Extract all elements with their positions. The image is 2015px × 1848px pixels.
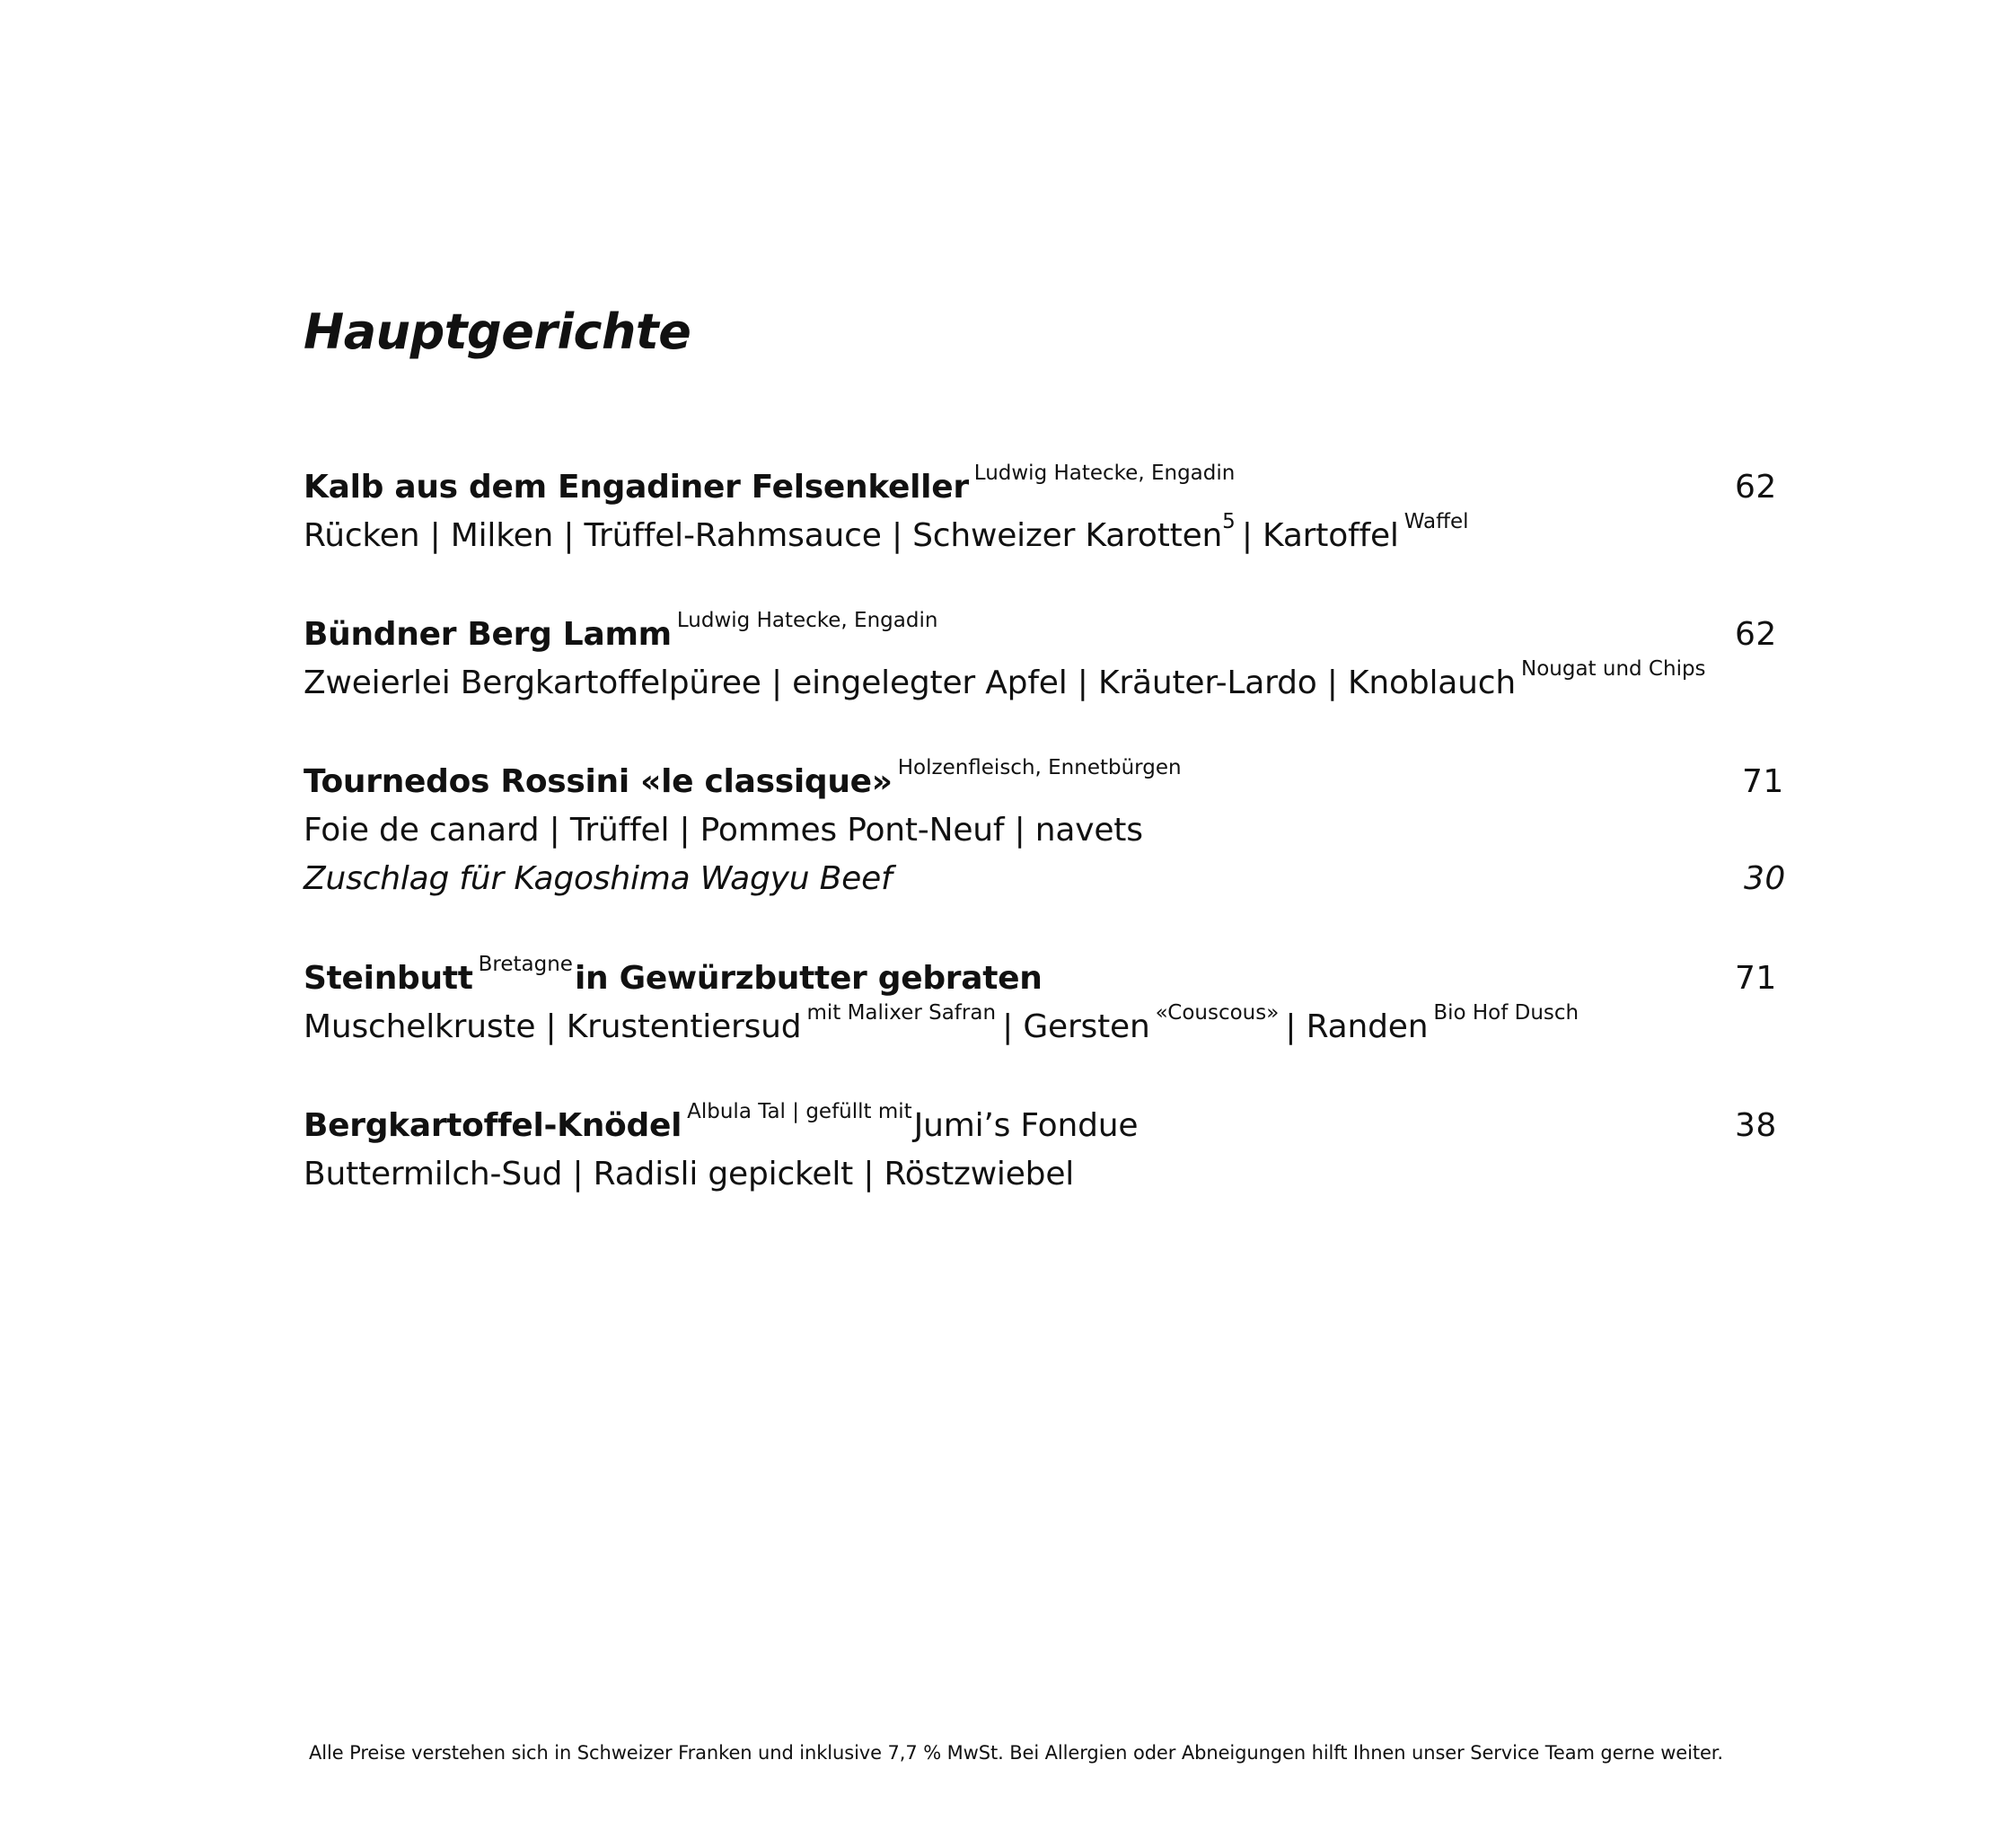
dish-price: 62 <box>1735 616 1777 653</box>
dish-description-note: Nougat und Chips <box>1520 657 1706 681</box>
dish-name: Bündner Berg Lamm <box>304 616 672 653</box>
dish-description: Rücken | Milken | Trüffel-Rahmsauce | Schweizer Karotten <box>304 517 1223 554</box>
menu-item-knoedel <box>304 1100 1777 1204</box>
dish-price: 62 <box>1735 469 1777 506</box>
dish-description: Foie de canard | Trüffel | Pommes Pont-Neuf | navets <box>304 812 1143 849</box>
dish-supplement-price: 30 <box>1744 860 1786 897</box>
dish-description-note: «Couscous» <box>1155 1001 1280 1025</box>
dish-description-note: mit Malixer Safran <box>806 1001 997 1025</box>
page-title: Hauptgerichte <box>304 304 691 360</box>
dish-description-note: Bio Hof Dusch <box>1433 1001 1579 1025</box>
dish-origin: Holzenfleisch, Ennetbürgen <box>897 756 1182 779</box>
dish-name: Bergkartoffel-Knödel <box>304 1107 682 1144</box>
dish-description-note: Waffel <box>1403 510 1469 533</box>
dish-price: 71 <box>1742 763 1784 800</box>
menu-item-tournedos <box>304 756 1786 909</box>
dish-origin: Albula Tal | gefüllt mit <box>687 1100 912 1123</box>
dish-price: 71 <box>1735 960 1777 997</box>
dish-origin: Bretagne <box>478 953 573 976</box>
dish-origin: Ludwig Hatecke, Engadin <box>973 462 1236 485</box>
dish-name: Kalb aus dem Engadiner Felsenkeller <box>304 469 969 506</box>
dish-supplement: Zuschlag für Kagoshima Wagyu Beef <box>304 860 893 897</box>
dish-price: 38 <box>1735 1107 1777 1144</box>
dish-origin: Ludwig Hatecke, Engadin <box>676 609 938 632</box>
dish-description-cont: | Kartoffel <box>1241 517 1399 554</box>
dish-footnote-marker: 5 <box>1222 510 1236 533</box>
footer-note: Alle Preise verstehen sich in Schweizer Franken und inklusive 7,7 % MwSt. Bei Allergien oder Abneigungen hilft Ihnen unser Service Team gerne weiter. <box>309 1742 1723 1764</box>
menu-item-steinbutt <box>304 953 1777 1057</box>
dish-description: Buttermilch-Sud | Radisli gepickelt | Röstzwiebel <box>304 1156 1075 1192</box>
dish-name: Steinbutt <box>304 960 473 997</box>
menu-item-kalb <box>304 462 1777 566</box>
dish-name-tail: Jumi’s Fondue <box>913 1107 1139 1144</box>
dish-description: Zweierlei Bergkartoffelpüree | eingelegter Apfel | Kräuter-Lardo | Knoblauch <box>304 664 1516 701</box>
dish-description-cont: | Randen <box>1285 1008 1429 1045</box>
menu-item-lamm <box>304 609 1777 713</box>
dish-name: Tournedos Rossini «le classique» <box>304 763 893 800</box>
dish-description: Muschelkruste | Krustentiersud <box>304 1008 802 1045</box>
dish-name-cont: in Gewürzbutter gebraten <box>574 960 1043 997</box>
dish-description-cont: | Gersten <box>1002 1008 1150 1045</box>
